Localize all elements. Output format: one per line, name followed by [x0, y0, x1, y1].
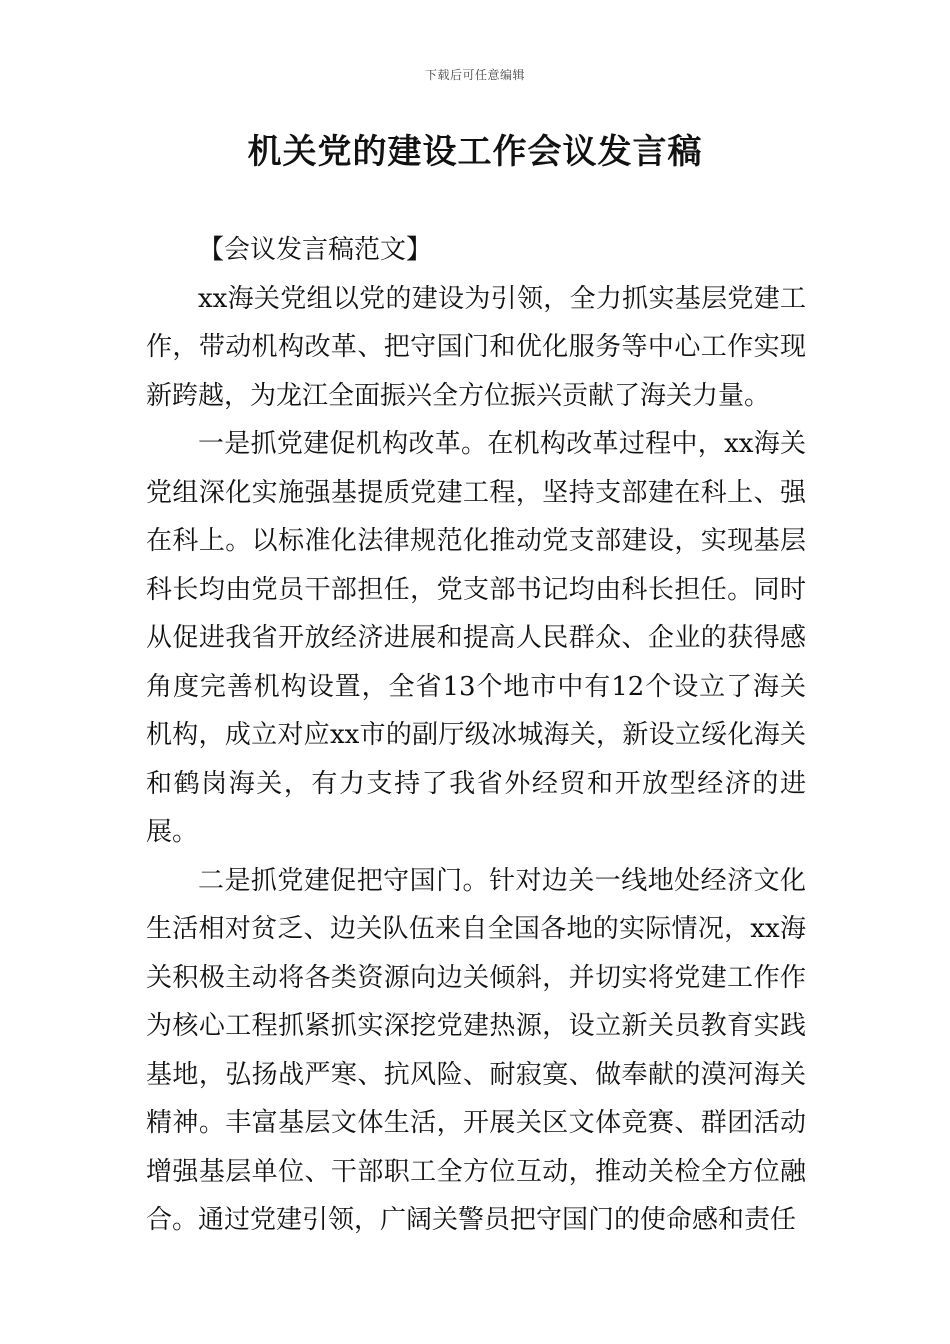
paragraph-institutional-reform: 一是抓党建促机构改革。在机构改革过程中，xx海关党组深化实施强基提质党建工程，坚持支部建在科上、强在科上。以标准化法律规范化推动党支部建设，实现基层科长均由党员干部担任，党支部书记均由科长担任。同时从促进我省开放经济进展和提高人民群众、企业的获得感角度完善机构设置，全省13个地市中有12个设立了海关机构，成立对应xx市的副厅级冰城海关，新设立绥化海关和鹤岗海关，有力支持了我省外经贸和开放型经济的进展。 — [146, 429, 806, 847]
paragraph-intro: xx海关党组以党的建设为引领，全力抓实基层党建工作，带动机构改革、把守国门和优化服务等中心工作实现新跨越，为龙江全面振兴全方位振兴贡献了海关力量。 — [146, 283, 806, 411]
paragraph-guarding-gateway: 二是抓党建促把守国门。针对边关一线地处经济文化生活相对贫乏、边关队伍来自全国各地的实际情况，xx海关积极主动将各类资源向边关倾斜，并切实将党建工作作为核心工程抓紧抓实深挖党建热源，设立新关员教育实践基地，弘扬战严寒、抗风险、耐寂寞、做奉献的漠河海关精神。丰富基层文体生活，开展关区文体竞赛、群团活动增强基层单位、干部职工全方位互动，推动关检全方位融合。通过党建引领，广阔关警员把守国门的使命感和责任 — [146, 865, 806, 1235]
header-note: 下载后可任意编辑 — [424, 68, 525, 82]
document-body — [146, 226, 806, 1245]
document-title: 机关党的建设工作会议发言稿 — [247, 132, 703, 172]
section-label: 【会议发言稿范文】 — [198, 235, 433, 265]
